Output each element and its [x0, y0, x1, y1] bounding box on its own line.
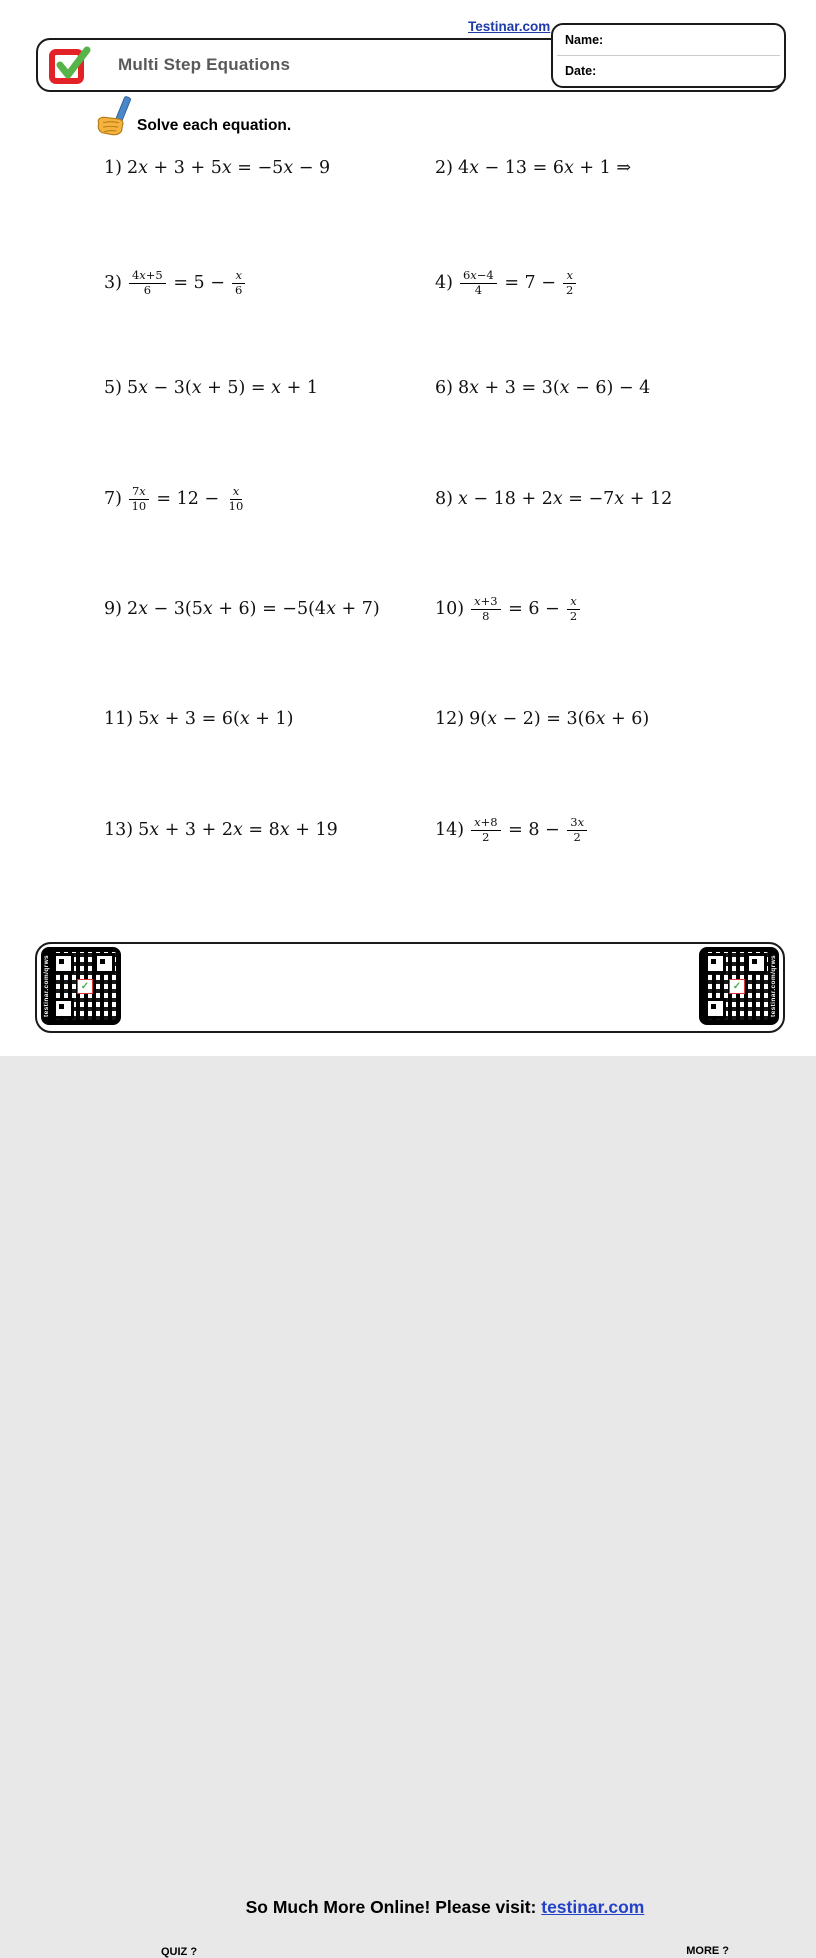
equation-text: 9(x − 2) = 3(6x + 6)	[469, 709, 650, 729]
equation-text: 4x − 13 = 6x + 1 ⇒	[457, 158, 631, 178]
fraction-numerator: x	[563, 269, 576, 284]
problem-14	[435, 804, 589, 856]
problem-9	[104, 583, 380, 635]
fraction-denominator: 2	[569, 608, 578, 623]
problem-2	[435, 142, 631, 194]
quiz-label: QUIZ ?	[161, 1946, 198, 1958]
fraction-numerator: x+8	[471, 816, 500, 831]
qr-finder-icon	[746, 953, 767, 974]
equation-fraction	[567, 816, 587, 845]
name-field-label: Name:	[565, 33, 604, 47]
equation-fraction	[471, 595, 500, 624]
problem-number: 12)	[435, 709, 465, 729]
problem-3	[104, 257, 247, 309]
qr-center-check-icon: ✓	[729, 979, 745, 994]
more-label: MORE ?	[686, 1945, 729, 1957]
equation-fraction	[232, 269, 245, 298]
problem-1	[104, 142, 330, 194]
fraction-numerator: 3x	[567, 816, 587, 831]
problem-number: 8)	[435, 489, 453, 509]
equation-text: 5x + 3 + 2x = 8x + 19	[138, 820, 338, 840]
equation-text: 5x − 3(x + 5) = x + 1	[126, 378, 318, 398]
problem-number: 1)	[104, 158, 122, 178]
equation-fraction	[227, 485, 246, 514]
problem-5	[104, 362, 318, 414]
problem-11	[104, 693, 293, 745]
equation-text: = 7 −	[498, 273, 562, 293]
qr-finder-icon	[53, 953, 74, 974]
fraction-denominator: 2	[482, 829, 490, 844]
problem-number: 14)	[435, 820, 465, 840]
problem-number: 4)	[435, 273, 453, 293]
equation-text: = 12 −	[150, 489, 225, 509]
qr-right-pattern	[704, 952, 768, 1020]
fraction-numerator: 7x	[129, 485, 149, 500]
qr-finder-icon	[94, 953, 115, 974]
equation-text: 2x − 3(5x + 6) = −5(4x + 7)	[126, 599, 380, 619]
qr-left-caption: testinar.com/qrws	[43, 954, 50, 1018]
qr-right-caption: testinar.com/qrws	[770, 954, 777, 1018]
footer-bar	[35, 942, 785, 1958]
fraction-denominator: 2	[573, 829, 581, 844]
qr-center-check-icon: ✓	[77, 979, 93, 994]
problem-number: 5)	[104, 378, 122, 398]
equation-fraction	[563, 269, 576, 298]
equation-text: x − 18 + 2x = −7x + 12	[457, 489, 673, 509]
problem-10	[435, 583, 582, 635]
page-title: Multi Step Equations	[118, 55, 291, 74]
equation-text: 5x + 3 = 6(x + 1)	[138, 709, 294, 729]
equation-fraction	[460, 269, 497, 298]
qr-finder-icon	[705, 953, 726, 974]
fraction-numerator: 4x+5	[129, 269, 166, 284]
equation-fraction	[129, 485, 149, 514]
qr-finder-icon	[705, 998, 726, 1019]
equation-text: = 5 −	[167, 273, 231, 293]
problem-12	[435, 693, 649, 745]
fraction-denominator: 10	[228, 498, 244, 513]
equation-text: = 8 −	[502, 820, 566, 840]
instruction-text: Solve each equation.	[137, 117, 292, 134]
problem-number: 7)	[104, 489, 122, 509]
checkbox-logo-icon	[48, 43, 92, 87]
qr-finder-icon	[53, 998, 74, 1019]
problem-8	[435, 473, 672, 525]
testinar-top-link[interactable]: Testinar.com	[468, 19, 551, 34]
fraction-numerator: x+3	[471, 595, 500, 610]
qr-code-right	[699, 947, 779, 1025]
footer-message-text: So Much More Online! Please visit:	[245, 1897, 542, 1917]
name-date-box	[551, 23, 786, 88]
equation-text: 8x + 3 = 3(x − 6) − 4	[457, 378, 651, 398]
testinar-footer-link[interactable]: testinar.com	[541, 1897, 645, 1917]
qr-code-left	[41, 947, 121, 1025]
footer-message	[157, 1897, 733, 1918]
qr-left-pattern	[52, 952, 116, 1020]
fraction-denominator: 6	[143, 282, 152, 297]
problem-number: 2)	[435, 158, 453, 178]
fraction-numerator: x	[567, 595, 580, 610]
problem-number: 6)	[435, 378, 453, 398]
equation-text: 2x + 3 + 5x = −5x − 9	[126, 158, 331, 178]
problem-number: 3)	[104, 273, 122, 293]
equation-text: = 6 −	[502, 599, 566, 619]
equation-fraction	[129, 269, 166, 298]
problem-4	[435, 257, 578, 309]
problem-number: 13)	[104, 820, 134, 840]
problem-7	[104, 473, 247, 525]
equation-fraction	[471, 816, 500, 845]
problem-13	[104, 804, 338, 856]
fraction-denominator: 4	[474, 282, 483, 297]
fraction-numerator: x	[230, 485, 243, 500]
fraction-denominator: 2	[566, 282, 574, 297]
date-field-label: Date:	[565, 64, 597, 78]
fraction-numerator: x	[232, 269, 245, 284]
fraction-denominator: 10	[131, 498, 147, 513]
problem-number: 9)	[104, 599, 122, 619]
fraction-numerator: 6x−4	[460, 269, 497, 284]
equation-fraction	[567, 595, 580, 624]
fraction-denominator: 8	[482, 608, 490, 623]
fraction-denominator: 6	[235, 282, 243, 297]
problem-6	[435, 362, 650, 414]
problem-number: 10)	[435, 599, 465, 619]
problem-number: 11)	[104, 709, 134, 729]
